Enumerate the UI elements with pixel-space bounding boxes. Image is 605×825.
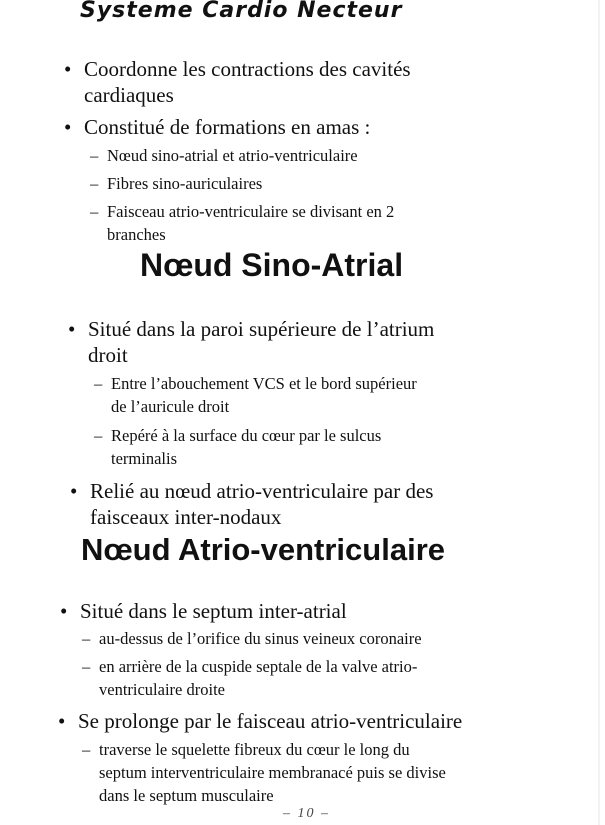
page-number: – 10 – [283, 806, 330, 821]
dash-glyph: – [90, 174, 99, 193]
sub-item [90, 144, 358, 167]
bullet-line: droit [88, 343, 128, 367]
section-title-atrio-ventriculaire: Nœud Atrio-ventriculaire [81, 532, 445, 567]
bullet-line: faisceaux inter-nodaux [90, 505, 282, 529]
bullet-line: Situé dans le septum inter-atrial [80, 599, 347, 623]
sub-line: traverse le squelette fibreux du cœur le long du [99, 740, 410, 759]
sub-line: au-dessus de l’orifice du sinus veineux coronaire [99, 629, 422, 648]
bullet-item [68, 316, 435, 368]
section-title-sino-atrial: Nœud Sino-Atrial [140, 247, 404, 283]
sub-item [82, 738, 446, 807]
sub-line: Fibres sino-auriculaires [107, 174, 263, 193]
sub-item [94, 372, 417, 418]
bullet-glyph: • [60, 599, 68, 623]
sub-line: Entre l’abouchement VCS et le bord supérieur [111, 374, 417, 393]
bullet-line: cardiaques [84, 83, 174, 107]
sub-line: Repéré à la surface du cœur par le sulcus [111, 426, 382, 445]
bullet-line: Situé dans la paroi supérieure de l’atrium [88, 317, 435, 341]
dash-glyph: – [90, 202, 99, 221]
sub-line: dans le septum musculaire [99, 786, 274, 805]
bullet-item [64, 56, 411, 108]
sub-item [82, 655, 418, 701]
dash-glyph: – [90, 146, 99, 165]
bullet-line: Coordonne les contractions des cavités [84, 57, 411, 81]
sub-line: septum interventriculaire membranacé puis se divise [99, 763, 446, 782]
scan-edge [598, 0, 600, 825]
bullet-glyph: • [70, 479, 78, 503]
bullet-line: Se prolonge par le faisceau atrio-ventriculaire [78, 709, 463, 733]
sub-line: Faisceau atrio-ventriculaire se divisant en 2 [107, 202, 395, 221]
sub-line: branches [107, 225, 166, 244]
sub-line: en arrière de la cuspide septale de la valve atrio- [99, 657, 418, 676]
bullet-item [60, 598, 347, 624]
sub-item [94, 424, 382, 470]
sub-line: de l’auricule droit [111, 397, 230, 416]
dash-glyph: – [94, 374, 103, 393]
sub-line: ventriculaire droite [99, 680, 225, 699]
dash-glyph: – [82, 657, 91, 676]
bullet-glyph: • [64, 115, 72, 139]
dash-glyph: – [82, 629, 91, 648]
bullet-line: Relié au nœud atrio-ventriculaire par des [90, 479, 434, 503]
sub-item [90, 200, 395, 246]
bullet-item [64, 114, 371, 140]
bullet-glyph: • [68, 317, 76, 341]
bullet-glyph: • [64, 57, 72, 81]
dash-glyph: – [82, 740, 91, 759]
sub-line: Nœud sino-atrial et atrio-ventriculaire [107, 146, 358, 165]
bullet-glyph: • [58, 709, 66, 733]
sub-item [90, 172, 263, 195]
bullet-line: Constitué de formations en amas : [84, 115, 371, 139]
sub-item [82, 627, 422, 650]
handwritten-title: Systeme Cardio Necteur [80, 0, 403, 23]
sub-line: terminalis [111, 449, 177, 468]
bullet-item [70, 478, 434, 530]
bullet-item [58, 708, 463, 734]
dash-glyph: – [94, 426, 103, 445]
